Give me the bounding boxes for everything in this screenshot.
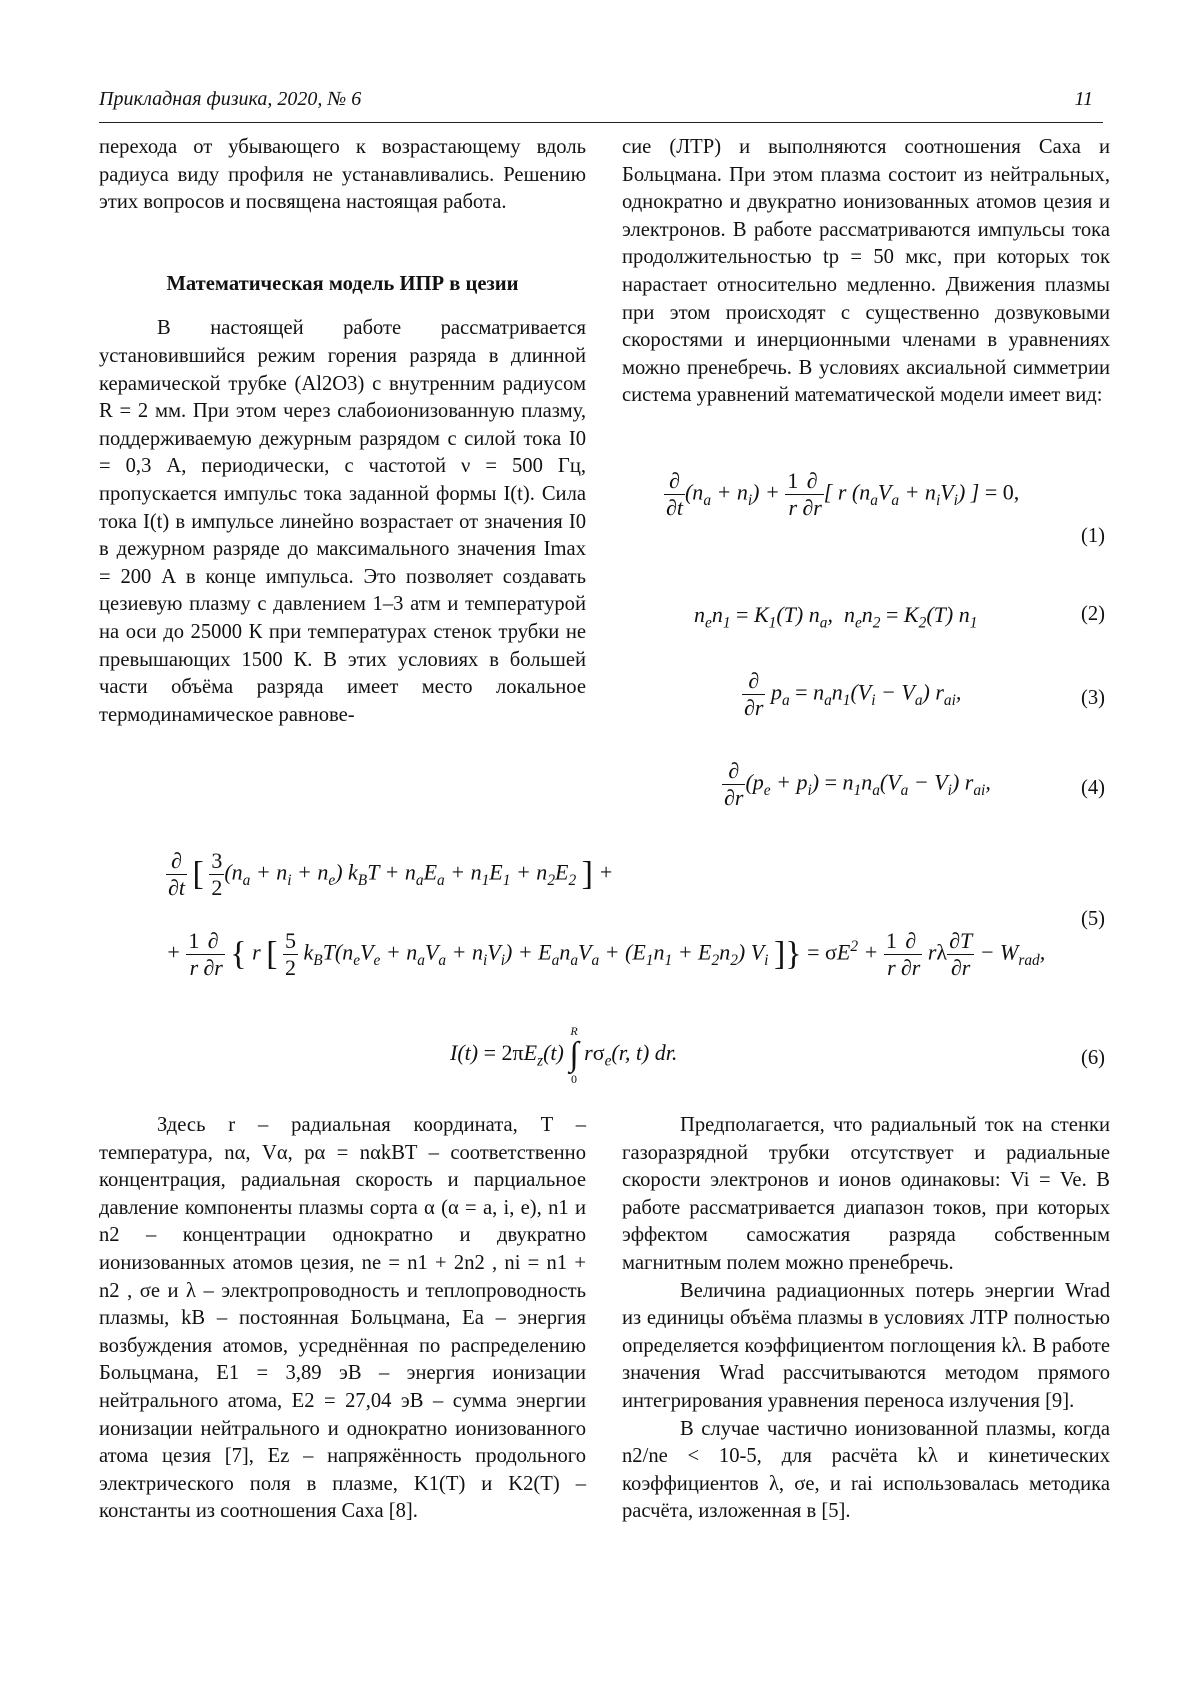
radiation-loss-paragraph: Величина радиационных потерь энергии Wrad из единицы объёма плазмы в условиях ЛТР полностью определяется коэффициентом поглощения kλ. В работе значения Wrad рассчитываются методом прямого интегрирования уравнения переноса излучения [9].	[622, 1278, 1110, 1416]
equation-5-line1: ∂ ∂t [ 3 2 (na + ni + ne) kBT + naEa + n1E1 + n2E2 ] +	[166, 848, 613, 901]
equation-3: ∂ ∂r pa = nan1(Vi − Va) rai,	[742, 668, 961, 721]
equation-4: ∂ ∂r (pe + pi) = n1na(Va − Vi) rai,	[722, 758, 991, 811]
equation-5-line2: + 1 r ∂ ∂r { r [ 5 2 kBT(neVe + naVa + niVi) + EanaVa + (E1n1 + E2n2) Vi ]} = σE2 + 1 r ∂ ∂r rλ ∂T ∂r − Wrad,	[166, 928, 1045, 981]
page-header	[99, 88, 1103, 123]
partial-ionization-paragraph: В случае частично ионизованной плазмы, когда n2/ne < 10-5, для расчёта kλ и кинетических коэффициентов λ, σe, и rai использовалась методика расчёта, изложенная в [5].	[622, 1416, 1110, 1526]
left-column-top	[99, 134, 586, 729]
equation-1-number: (1)	[1081, 525, 1105, 548]
page-number: 11	[1074, 88, 1093, 111]
right-column-top	[622, 134, 1110, 410]
section-title: Математическая модель ИПР в цезии	[99, 271, 586, 299]
radial-current-paragraph: Предполагается, что радиальный ток на стенки газоразрядной трубки отсутствует и радиальные скорости электронов и ионов одинаковы: Vi = Ve. В работе рассматривается диапазон токов, при которых эффектом самосжатия разряда собственным магнитным полем можно пренебречь.	[622, 1112, 1110, 1278]
notation-paragraph: Здесь r – радиальная координата, T – температура, nα, Vα, pα = nαkBT – соответственно концентрация, радиальная скорость и парциальное давление компоненты плазмы сорта α (α = a, i, e), n1 и n2 – концентрации однократно и двукратно ионизованных атомов цезия, ne = n1 + 2n2 , ni = n1 + n2 , σe и λ – электропроводность и теплопроводность плазмы, kB – постоянная Больцмана, Ea – энергия возбуждения атомов, усреднённая по распределению Больцмана, E1 = 3,89 эВ – энергия ионизации нейтрального атома, E2 = 27,04 эВ – сумма энергии ионизации нейтрального и однократно ионизованного атома цезия [7], Ez – напряжённость продольного электрического поля в плазме, K1(T) и K2(T) – константы из соотношения Саха [8].	[99, 1112, 586, 1526]
equation-6-number: (6)	[1081, 1047, 1105, 1070]
equation-6: I(t) = 2πEz(t) R ∫ 0 rσe(r, t) dr.	[450, 1024, 677, 1086]
right-column-bottom	[622, 1112, 1110, 1526]
equation-2-number: (2)	[1081, 603, 1105, 626]
equation-3-number: (3)	[1081, 687, 1105, 710]
left-column-bottom	[99, 1112, 586, 1526]
equation-4-number: (4)	[1081, 777, 1105, 800]
journal-title: Прикладная физика, 2020, № 6	[99, 88, 361, 110]
equation-5-number: (5)	[1081, 908, 1105, 931]
equation-1: ∂ ∂t (na + ni) + 1 r ∂ ∂r [ r (naVa + niVi) ] = 0,	[664, 468, 1019, 521]
ltr-paragraph: сие (ЛТР) и выполняются соотношения Саха и Больцмана. При этом плазма состоит из нейтральных, однократно и двукратно ионизованных атомов цезия и электронов. В работе рассматриваются импульсы тока продолжительностью tp = 50 мкс, при которых ток нарастает относительно медленно. Движения плазмы при этом происходят с существенно дозвуковыми скоростями и инерционными членами в уравнениях можно пренебречь. В условиях аксиальной симметрии система уравнений математической модели имеет вид:	[622, 134, 1110, 410]
model-paragraph: В настоящей работе рассматривается установившийся режим горения разряда в длинной керамической трубке (Al2O3) с внутренним радиусом R = 2 мм. При этом через слабоионизованную плазму, поддерживаемую дежурным разрядом с силой тока I0 = 0,3 А, периодически, с частотой ν = 500 Гц, пропускается импульс тока заданной формы I(t). Сила тока I(t) в импульсе линейно возрастает от значения I0 в дежурном разряде до максимального значения Imax = 200 А в конце импульса. Это позволяет создавать цезиевую плазму с давлением 1–3 атм и температурой на оси до 25000 К при температурах стенок трубки не превышающих 1500 К. В этих условиях в большей части объёма разряда имеет место локальное термодинамическое равнове-	[99, 315, 586, 729]
intro-paragraph: перехода от убывающего к возрастающему вдоль радиуса виду профиля не устанавливались. Решению этих вопросов и посвящена настоящая работа.	[99, 134, 586, 217]
equation-2: nen1 = K1(T) na, nen2 = K2(T) n1	[694, 602, 977, 628]
